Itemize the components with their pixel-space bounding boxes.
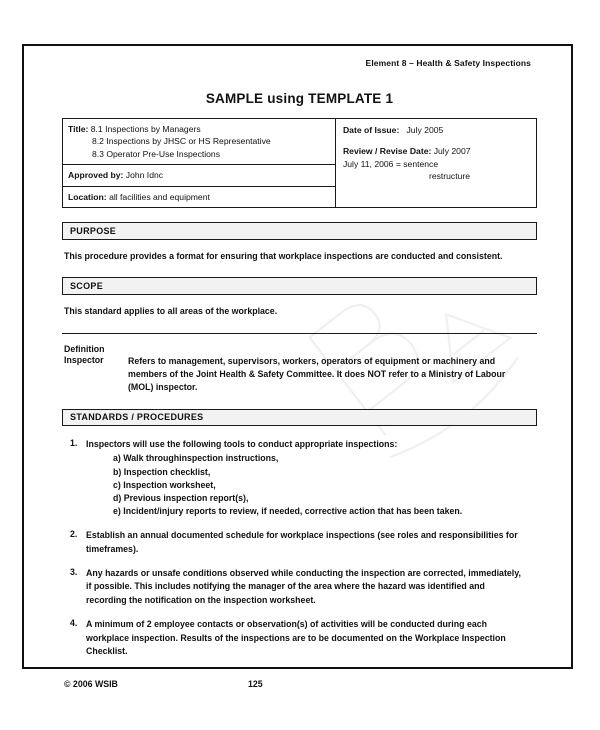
revision-note [343, 158, 530, 183]
review-date-label: Review / Revise Date: [342, 146, 432, 157]
section-heading-scope: SCOPE [62, 277, 537, 295]
page-number: 125 [248, 679, 263, 690]
procedure-subitem: c) Inspection worksheet, [113, 479, 216, 490]
approved-by-label: Approved by: [68, 170, 124, 181]
definition-term: Inspector [64, 354, 104, 365]
info-right-column [335, 119, 536, 207]
document-page [22, 44, 573, 690]
procedure-text: Inspectors will use the following tools to conduct appropriate inspections: [86, 439, 398, 450]
procedure-subitem: b) Inspection checklist, [113, 466, 211, 477]
date-of-issue-value: July 2005 [406, 125, 444, 135]
procedure-text: Any hazards or unsafe conditions observed while conducting the inspection are corrected, immediately, if possible. This includes notifying the manager of the area where the hazard was identified and recording the notification on the inspection worksheet. [86, 568, 521, 605]
info-spacer [343, 136, 530, 145]
procedure-text: A minimum of 2 employee contacts or observation(s) of activities will be conducted during each workplace inspection. Results of the inspections are to be documented on the Workplace Inspection Checklist. [86, 619, 506, 656]
section-body-purpose: This procedure provides a format for ensuring that workplace inspections are conducted and consistent. [64, 250, 503, 261]
procedure-body [86, 567, 527, 607]
copyright-notice: © 2006 WSIB [64, 679, 118, 690]
running-head: Element 8 – Health & Safety Inspections [365, 58, 531, 68]
section-heading-purpose: PURPOSE [62, 222, 537, 240]
location-value: all facilities and equipment [109, 191, 210, 202]
procedure-item [62, 529, 537, 556]
procedure-item [62, 618, 537, 658]
divider-rule [62, 333, 537, 334]
procedure-subitem: a) Walk throughinspection instructions, [113, 453, 279, 464]
procedure-subitem: e) Incident/injury reports to review, if needed, corrective action that has been taken. [113, 506, 463, 517]
definition-heading: Definition [64, 343, 105, 354]
definition-block [62, 344, 537, 395]
location-label: Location: [68, 191, 107, 202]
procedure-number: 4. [70, 618, 78, 629]
procedure-body [86, 438, 527, 518]
date-of-issue-row [343, 124, 530, 136]
title-line-2: 8.2 Inspections by JHSC or HS Representative [92, 136, 271, 147]
title-row [63, 119, 335, 164]
review-date-row [343, 145, 530, 157]
approved-by-row [63, 164, 335, 185]
page-content [24, 46, 571, 689]
approved-by-value: John Idnc [125, 170, 164, 181]
procedures-list [62, 438, 537, 658]
procedure-number: 3. [70, 567, 78, 578]
section-heading-standards: STANDARDS / PROCEDURES [62, 409, 537, 427]
revision-note-continued: restructure [428, 171, 471, 182]
document-info-table [62, 118, 537, 208]
definition-row [64, 355, 537, 395]
procedure-body [86, 529, 527, 556]
procedure-body [86, 618, 527, 658]
page-title: SAMPLE using TEMPLATE 1 [205, 91, 394, 106]
info-left-column [63, 119, 335, 207]
procedure-number: 2. [70, 529, 78, 540]
procedure-subitem-list [86, 452, 527, 518]
title-label: Title: [68, 124, 89, 134]
section-body-scope: This standard applies to all areas of the workplace. [64, 305, 278, 316]
date-of-issue-label: Date of Issue: [342, 125, 400, 135]
title-line-1: 8.1 Inspections by Managers [90, 124, 201, 134]
procedure-subitem: d) Previous inspection report(s), [113, 492, 249, 503]
procedure-text: Establish an annual documented schedule for workplace inspections (see roles and responsibilities for timeframes). [86, 530, 518, 554]
revision-note-text: July 11, 2006 = sentence [342, 158, 439, 169]
location-row [63, 186, 335, 207]
page-footer [62, 679, 537, 689]
review-date-value: July 2007 [433, 146, 471, 157]
procedure-number: 1. [70, 438, 78, 449]
title-line-3: 8.3 Operator Pre-Use Inspections [92, 148, 221, 159]
definition-text: Refers to management, supervisors, workers, operators of equipment or machinery and members of the Joint Health & Safety Committee. It does NOT refer to a Ministry of Labour (MOL) inspector. [128, 355, 506, 393]
procedure-item [62, 438, 537, 518]
procedure-item [62, 567, 537, 607]
